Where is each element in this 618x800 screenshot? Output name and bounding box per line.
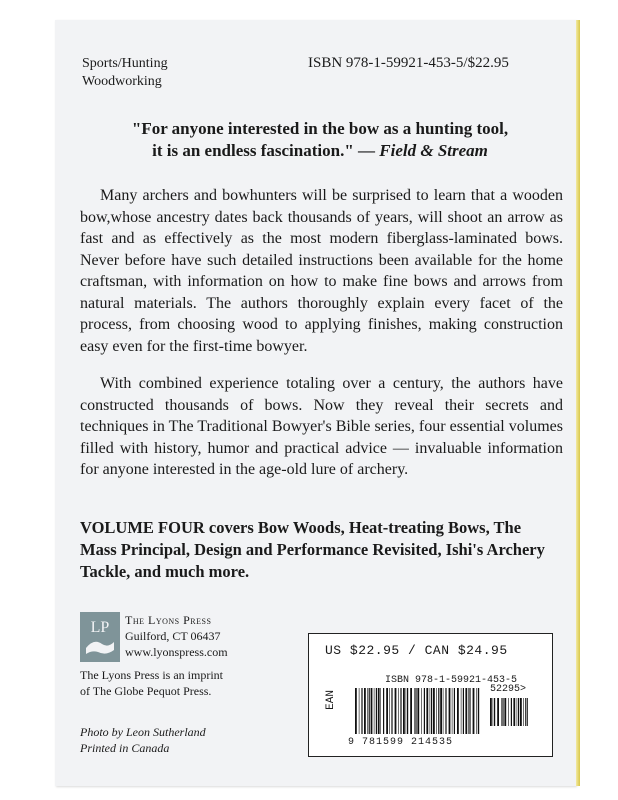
barcode-stripe xyxy=(497,698,499,726)
ean-label: EAN xyxy=(325,690,337,710)
barcode-stripe xyxy=(517,698,518,726)
barcode-stripe xyxy=(398,688,399,734)
barcode-bars xyxy=(355,688,480,734)
barcode-stripe xyxy=(438,688,439,734)
publisher-city: Guilford, CT 06437 xyxy=(125,629,221,643)
imprint-line-2: of The Globe Pequot Press. xyxy=(80,684,212,698)
barcode-stripe xyxy=(371,688,373,734)
imprint-note xyxy=(80,667,223,699)
barcode-digits: 9 781599 214535 xyxy=(348,737,454,748)
barcode-stripe xyxy=(502,698,503,726)
lyons-press-logo xyxy=(80,612,120,662)
barcode-stripe xyxy=(426,688,428,734)
logo-graphic xyxy=(80,612,120,662)
barcode-stripe xyxy=(421,688,422,734)
isbn-price: ISBN 978-1-59921-453-5/$22.95 xyxy=(308,55,509,71)
barcode-stripe xyxy=(518,698,519,726)
description-paragraph-1: Many archers and bowhunters will be surprised to learn that a wooden bow,whose ancestry dates back thousands of years, will shoot an arrow as fast and as effectively as the most modern fiberglass-laminated bows. Never before have such detailed instructions been available for the home craftsman, with information on how to make fine bows and arrows from natural materials. The authors thoroughly explain every facet of the process, from choosing wood to applying finishes, making construction easy even for the first-time bowyer. xyxy=(80,187,563,355)
barcode-stripe xyxy=(403,688,405,734)
barcode-stripe xyxy=(391,688,392,734)
barcode-stripe xyxy=(520,698,522,726)
barcode-stripe xyxy=(433,688,435,734)
publisher-info xyxy=(125,612,228,660)
quote-source: Field & Stream xyxy=(379,141,488,160)
spine-edge xyxy=(576,20,580,786)
quote-line-2-text: it is an endless fascination." xyxy=(152,141,354,160)
barcode-stripe xyxy=(369,688,370,734)
barcode-isbn: ISBN 978-1-59921-453-5 xyxy=(385,675,518,686)
barcode-stripe xyxy=(414,688,415,734)
quote-line-2 xyxy=(80,140,560,162)
publisher-name: The Lyons Press xyxy=(125,613,212,627)
category-sports: Sports/Hunting xyxy=(82,56,168,71)
barcode-stripe xyxy=(508,698,509,726)
barcode-stripe xyxy=(380,688,381,734)
barcode-stripe xyxy=(383,688,384,734)
barcode-stripe xyxy=(359,688,360,734)
barcode-stripe xyxy=(473,688,475,734)
barcode-stripe xyxy=(511,698,512,726)
barcode-stripe xyxy=(494,698,495,726)
barcode-stripe xyxy=(513,698,515,726)
barcode-stripe xyxy=(361,688,362,734)
description-paragraph-2: With combined experience totaling over a century, the authors have constructed thousands of bows. Now they reveal their secrets and techniques in The Traditional Bowyer's Bible series, four essential volumes filled with history, humor and practical advice — invaluable information for anyone interested in the age-old lure of archery. xyxy=(80,375,563,478)
barcode-stripe xyxy=(493,698,494,726)
barcode-stripe xyxy=(465,688,467,734)
barcode-stripe xyxy=(410,688,412,734)
barcode-stripe xyxy=(376,688,377,734)
printed-in: Printed in Canada xyxy=(80,741,170,755)
photo-credit: Photo by Leon Sutherland xyxy=(80,725,206,739)
barcode-addon: 52295> xyxy=(490,684,527,695)
barcode-stripe xyxy=(461,688,462,734)
barcode-stripe xyxy=(478,688,479,734)
barcode-stripe xyxy=(469,688,470,734)
barcode-stripe xyxy=(476,688,477,734)
quote-line-1: "For anyone interested in the bow as a hunting tool, xyxy=(131,119,509,138)
barcode-stripe xyxy=(468,688,469,734)
logo-text: LP xyxy=(90,619,110,636)
barcode-stripe xyxy=(436,688,437,734)
barcode-stripe xyxy=(406,688,407,734)
review-quote xyxy=(80,118,560,162)
category-list xyxy=(82,55,168,91)
credits xyxy=(80,724,206,756)
barcode-stripe xyxy=(367,688,368,734)
barcode-stripe xyxy=(523,698,524,726)
barcode-stripe xyxy=(431,688,432,734)
barcode-stripe xyxy=(454,688,455,734)
barcode-stripe xyxy=(525,698,526,726)
barcode-stripe xyxy=(501,698,502,726)
barcode-stripe xyxy=(374,688,375,734)
barcode-stripe xyxy=(449,688,451,734)
barcode-stripe xyxy=(424,688,425,734)
barcode-stripe xyxy=(463,688,464,734)
barcode-stripe xyxy=(457,688,459,734)
imprint-line-1: The Lyons Press is an imprint xyxy=(80,668,223,682)
barcode-stripe xyxy=(452,688,453,734)
barcode-stripe xyxy=(386,688,388,734)
quote-dash: — xyxy=(353,141,380,160)
barcode-stripe xyxy=(490,698,492,726)
barcode-stripe xyxy=(395,688,397,734)
barcode-stripe xyxy=(415,688,416,734)
addon-bars xyxy=(490,698,528,726)
barcode-stripe xyxy=(407,688,408,734)
barcode-stripe xyxy=(389,688,390,734)
volume-summary: VOLUME FOUR covers Bow Woods, Heat-treating Bows, The Mass Principal, Design and Performance Revisited, Ishi's Archery Tackle, and much more. xyxy=(80,518,545,581)
barcode-stripe xyxy=(417,688,419,734)
barcode-stripe xyxy=(400,688,401,734)
barcode-stripe xyxy=(364,688,366,734)
barcode-stripe xyxy=(443,688,444,734)
barcode-stripe xyxy=(504,698,506,726)
publisher-web: www.lyonspress.com xyxy=(125,645,228,659)
barcode-stripe xyxy=(430,688,431,734)
category-woodworking: Woodworking xyxy=(82,74,162,89)
barcode-prices: US $22.95 / CAN $24.95 xyxy=(325,643,508,658)
barcode-stripe xyxy=(355,688,357,734)
barcode-stripe xyxy=(378,688,380,734)
barcode-stripe xyxy=(440,688,442,734)
barcode-stripe xyxy=(527,698,528,726)
barcode-stripe xyxy=(445,688,446,734)
